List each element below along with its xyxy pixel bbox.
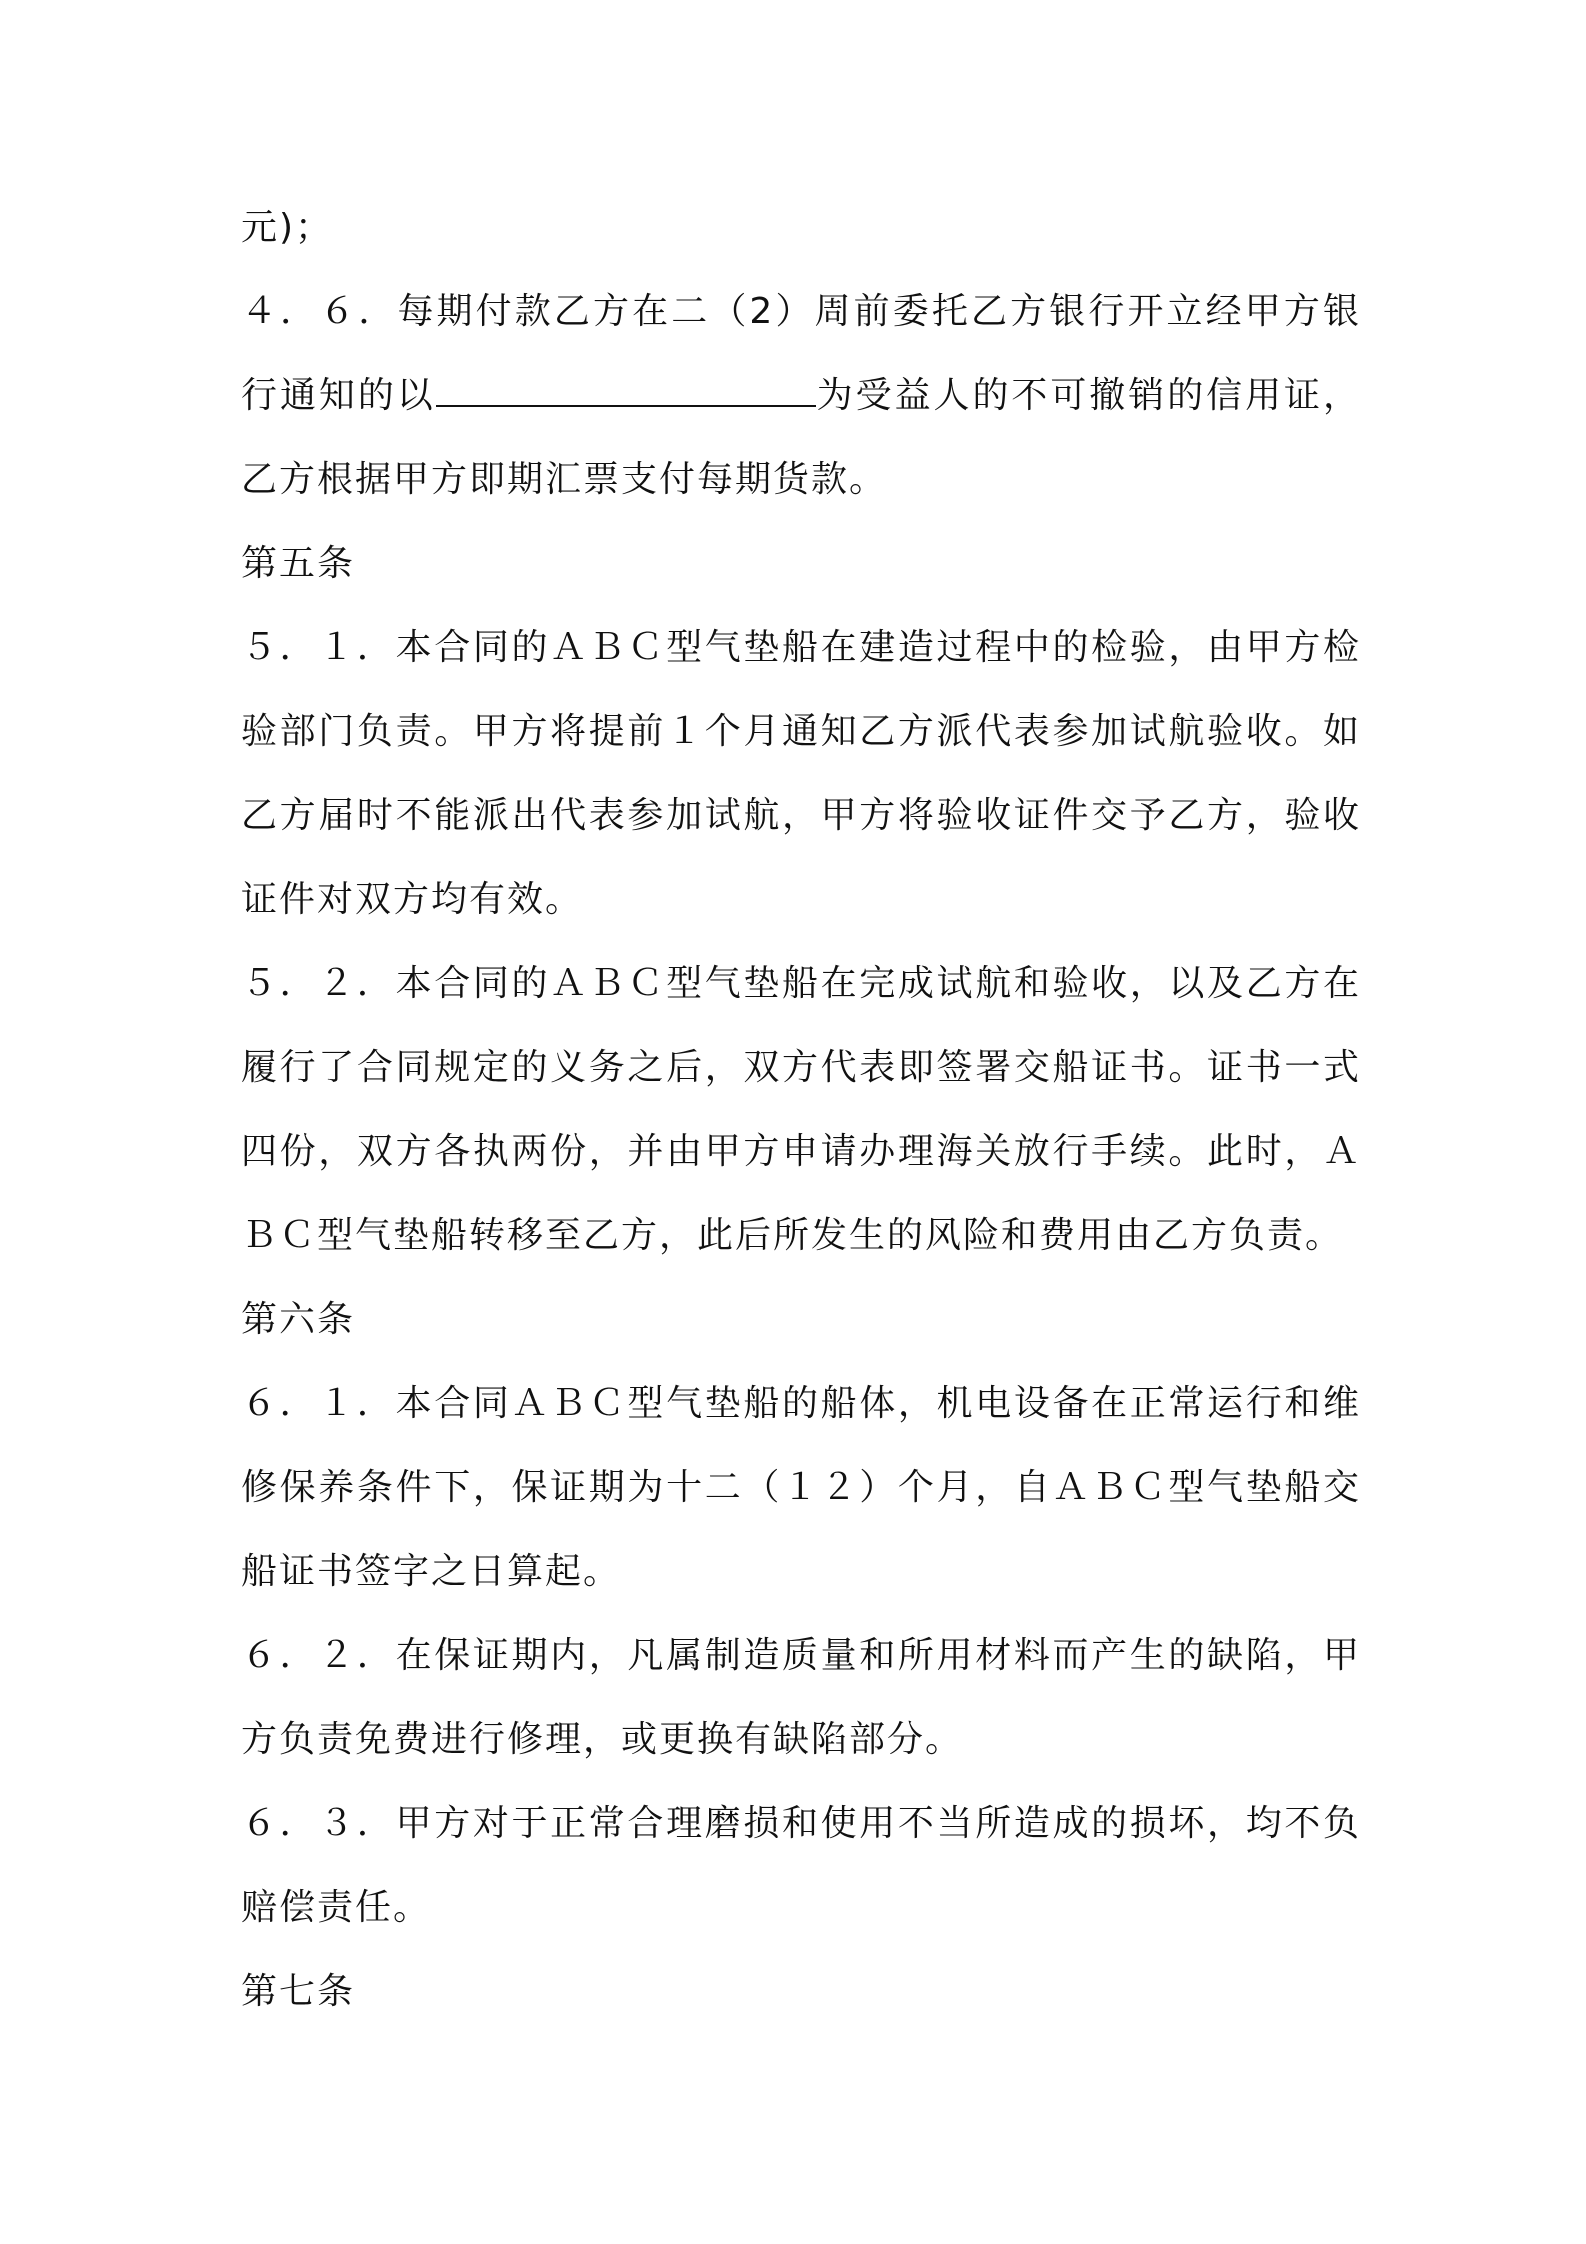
- contract-body: [241, 186, 1361, 2034]
- paragraph-continuation: 元)；: [241, 207, 334, 248]
- article-6-heading: 第六条: [241, 1299, 356, 1340]
- clause-4-6-text-before: ４．６．每期付款乙方在二（2）周前委托乙方银行开立经甲方银行通知的以: [241, 291, 1361, 416]
- clause-6-2: ６．２．在保证期内，凡属制造质量和所用材料而产生的缺陷，甲方负责免费进行修理，或更换有缺陷部分。: [241, 1635, 1361, 1760]
- clause-4-6: [241, 270, 1361, 522]
- beneficiary-blank-line: [436, 371, 816, 407]
- clause-4-6-text-after: 为受益人的不可撤销的信用证，乙方根据甲方即期汇票支付每期货款。: [241, 375, 1361, 500]
- article-5-heading: 第五条: [241, 543, 356, 584]
- clause-6-1: ６．１．本合同ＡＢＣ型气垫船的船体，机电设备在正常运行和维修保养条件下，保证期为十二（１２）个月，自ＡＢＣ型气垫船交船证书签字之日算起。: [241, 1383, 1361, 1592]
- article-7-heading: 第七条: [241, 1971, 356, 2012]
- clause-5-1: ５．１．本合同的ＡＢＣ型气垫船在建造过程中的检验，由甲方检验部门负责。甲方将提前１个月通知乙方派代表参加试航验收。如乙方届时不能派出代表参加试航，甲方将验收证件交予乙方，验收证件对双方均有效。: [241, 627, 1361, 920]
- clause-5-2: ５．２．本合同的ＡＢＣ型气垫船在完成试航和验收，以及乙方在履行了合同规定的义务之后，双方代表即签署交船证书。证书一式四份，双方各执两份，并由甲方申请办理海关放行手续。此时，ＡＢＣ型气垫船转移至乙方，此后所发生的风险和费用由乙方负责。: [241, 963, 1361, 1256]
- clause-6-3: ６．３．甲方对于正常合理磨损和使用不当所造成的损坏，均不负赔偿责任。: [241, 1803, 1361, 1928]
